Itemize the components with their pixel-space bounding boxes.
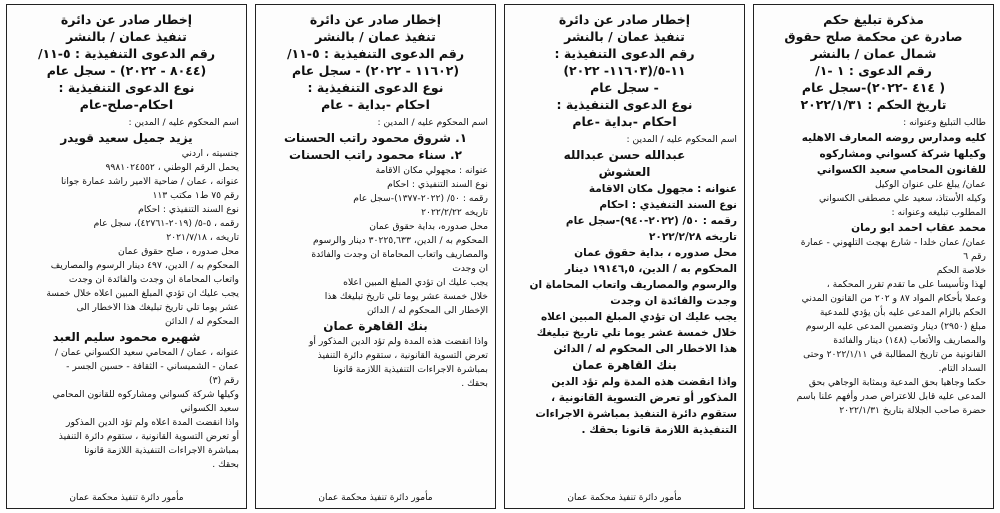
notice-header: [512, 11, 737, 130]
body-line: رقمه ، ٥-٥/ (٢٠١٩-٤٢٧٦١)، سجل عام: [93, 218, 239, 229]
body-line: عنوانه ، عمان / المحامي سعيد الكسواني عمان /: [54, 347, 239, 358]
body-line: بنك القاهرة عمان: [572, 358, 677, 372]
body-line: حضرة صاحب الجلالة بتاريخ ٢٠٢٢/١/٣١: [839, 405, 986, 416]
body-line: المحكوم به / الدين، ٤٩٧ دينار الرسوم والمصاريف: [50, 260, 239, 271]
body-line: المحكوم له / الدائن: [165, 316, 239, 327]
body-line: عمان/ يبلغ على عنوان الوكيل: [874, 179, 986, 190]
header-line: رقم الدعوى : ١ -١/: [815, 63, 932, 78]
body-line: رقمه : ٥٠/ (٢٠٢٢-١٣٧٧)-سجل عام: [353, 193, 488, 204]
header-line: احكام -بداية - عام: [321, 97, 430, 112]
body-line: عنوانه ، عمان / ضاحية الامير راشد عمارة جوانا: [60, 176, 239, 187]
body-line: محمد عقاب احمد ابو رمان: [851, 222, 986, 234]
notice-header: [263, 11, 488, 113]
body-line: حكما وجاهيا بحق المدعية وبمثابة الوجاهي بحق: [808, 377, 986, 388]
header-line: ( ٤١٤ -٢٠٢٢)-سجل عام: [801, 80, 946, 95]
body-line: محل صدوره، بداية حقوق عمان: [369, 221, 488, 232]
body-line: يجب عليك ان تؤدي المبلغ المبين اعلاه: [343, 277, 488, 288]
body-line: رقم (٣): [209, 375, 239, 386]
header-line: إخطار صادر عن دائرة: [558, 12, 691, 27]
body-line: المطلوب تبليغه وعنوانه :: [891, 207, 986, 218]
notice-column-2: [504, 4, 745, 509]
body-line: عمان/ عمان خلدا - شارع بهجت التلهوني - عمارة: [800, 237, 986, 248]
body-line: اسم المحكوم عليه / المدين :: [626, 134, 737, 145]
body-line: كليه ومدارس روضه المعارف الاهليه: [801, 132, 986, 144]
body-line: ستقوم دائرة التنفيذ بمباشرة الاجراءات: [535, 408, 737, 420]
body-line: والمصاريف والأتعاب (١٤٨) دينار والفائدة: [833, 335, 986, 346]
body-line: رقمه : ٥٠/ (٢٠٢٢-٩٤٠)-سجل عام: [565, 215, 737, 227]
body-line: نوع السند التنفيذي : احكام: [599, 199, 737, 211]
body-line: نوع السند التنفيذي : احكام: [387, 179, 488, 190]
body-line: واذا انقضت المدة اعلاه ولم تؤد الدين المذكور: [66, 417, 239, 428]
header-line: تاريخ الحكم : ٢٠٢٢/١/٣١: [800, 97, 947, 112]
notice-column-1: [753, 4, 994, 509]
body-line: القانونية من تاريخ المطالبة في ٢٠٢٢/١/١١ وحتى: [803, 349, 986, 360]
body-line: بحقك .: [461, 378, 488, 389]
body-line: هذا الاخطار الى المحكوم له / الدائن: [553, 343, 737, 355]
body-line: وجدت والفائدة ان وجدت: [610, 295, 737, 307]
body-line: السداد التام.: [938, 363, 986, 374]
notice-body: [512, 133, 737, 438]
body-line: طالب التبليغ وعنوانه :: [903, 117, 986, 128]
body-line: بنك القاهرة عمان: [323, 319, 428, 333]
body-line: مبلغ (٢٩٥٠) دينار وتضمين المدعى عليه الرسوم: [805, 321, 986, 332]
body-line: وكيلها شركة كسواني ومشاركوه للقانون المحامي: [52, 389, 239, 400]
notice-header: [14, 11, 239, 113]
body-line: واذا انقضت هذه المدة ولم تؤد الدين: [551, 376, 737, 388]
body-line: تعرض التسوية القانونية ، ستقوم دائرة التنفيذ: [317, 350, 488, 361]
body-line: بحقك .: [212, 459, 239, 470]
body-line: المحكوم به / الدين، ١٩١٤٦,٥ دينار: [564, 263, 737, 275]
header-line: تنفيذ عمان / بالنشر: [66, 29, 187, 44]
body-line: ٢. سناء محمود راتب الحسنات: [289, 148, 462, 162]
notice-footer: مأمور دائرة تنفيذ محكمة عمان: [567, 493, 682, 503]
body-line: وعملا بأحكام المواد ٨٧ و ٢٠٢ من القانون المدني: [801, 293, 986, 304]
body-line: عنوانه : مجهول مكان الاقامة: [588, 183, 737, 195]
body-line: التنفيذية اللازمة قانونا بحقك .: [581, 424, 737, 436]
header-line: رقم الدعوى التنفيذية : ٥-١١/: [286, 46, 465, 61]
body-line: محل صدوره ، بداية حقوق عمان: [574, 247, 737, 259]
header-line: إخطار صادر عن دائرة: [309, 12, 442, 27]
body-line: سعيد الكسواني: [180, 403, 239, 414]
header-line: احكام-صلح-عام: [79, 97, 174, 112]
header-line: نوع الدعوى التنفيذية :: [307, 80, 444, 95]
body-line: خلاصة الحكم: [936, 265, 986, 276]
body-line: ١. شروق محمود راتب الحسنات: [283, 131, 468, 145]
body-line: يجب عليك ان تؤدي المبلغ المبين اعلاه خلال خمسة: [46, 288, 239, 299]
notice-footer: مأمور دائرة تنفيذ محكمة عمان: [318, 493, 433, 503]
body-line: محل صدوره ، صلح حقوق عمان: [117, 246, 239, 257]
body-line: اسم المحكوم عليه / المدين :: [128, 117, 239, 128]
body-line: للقانون المحامي سعيد الكسواني: [816, 164, 986, 176]
body-line: جنسيته ، اردني: [181, 148, 239, 159]
body-line: نوع السند التنفيذي : احكام: [138, 204, 239, 215]
body-line: يزيد جميل سعيد قويدر: [60, 131, 193, 145]
body-line: شهيره محمود سليم العبد: [52, 330, 201, 344]
header-line: - سجل عام: [590, 80, 659, 95]
notice-column-4: [6, 4, 247, 509]
header-line: رقم الدعوى التنفيذية : ٥-١١/: [37, 46, 216, 61]
header-line: رقم الدعوى التنفيذية :: [554, 46, 695, 61]
notice-footer: مأمور دائرة تنفيذ محكمة عمان: [69, 493, 184, 503]
body-line: خلال خمسة عشر يوما تلي تاريخ تبليغك: [536, 327, 737, 339]
header-line: نوع الدعوى التنفيذية :: [58, 80, 195, 95]
header-line: صادرة عن محكمة صلح حقوق: [784, 29, 963, 44]
body-line: واذا انقضت هذه المدة ولم تؤد الدين المذكور أو: [308, 336, 488, 347]
body-line: ان وجدت: [452, 263, 488, 274]
body-line: عمان - الشميساني - الثقافة - حسين الجسر -: [66, 361, 239, 372]
body-line: وكيلها شركة كسواني ومشاركوه: [819, 148, 986, 160]
header-line: نوع الدعوى التنفيذية :: [556, 97, 693, 112]
notice-header: [761, 11, 986, 113]
body-line: رقم ٧٥ ط١ مكتب ١١٣: [152, 190, 239, 201]
body-line: يجب عليك ان تؤدي المبلغ المبين اعلاه: [540, 311, 737, 323]
body-line: المدعى عليه قابل للاعتراض صدر وأفهم علنا باسم: [796, 391, 986, 402]
body-line: لهذا وتأسيسا على ما تقدم تقرر المحكمة ،: [826, 279, 986, 290]
body-line: رقم ٦: [963, 251, 986, 262]
notice-body: [14, 116, 239, 472]
body-line: اسم المحكوم عليه / المدين :: [377, 117, 488, 128]
body-line: عنوانه : مجهولي مكان الاقامة: [375, 165, 488, 176]
body-line: الحكم بالزام المدعى عليه بأن يؤدي للمدعية: [819, 307, 986, 318]
body-line: تاريخه ٢٠٢٢/٢/٢٢: [421, 207, 488, 218]
body-line: تاريخه ٢٠٢٢/٢/٢٨: [649, 231, 737, 243]
header-line: (٨٠٤٤ - ٢٠٢٢) - سجل عام: [46, 63, 207, 78]
notice-column-3: [255, 4, 496, 509]
body-line: بمباشرة الاجراءات التنفيذية اللازمة قانونا: [84, 445, 239, 456]
body-line: عشر يوما تلي تاريخ تبليغك هذا الاخطار الى: [76, 302, 239, 313]
body-line: العشوش: [598, 165, 651, 179]
body-line: الإخطار الى المحكوم له / الدائن: [366, 305, 488, 316]
body-line: المذكور أو تعرض التسوية القانونية ،: [551, 392, 737, 404]
body-line: وكيله الأستاذ، سعيد علي مصطفى الكسواني: [818, 193, 986, 204]
body-line: المحكوم به / الدين، ٣٠٢٢٥,٦٣٣ دينار والرسوم: [313, 235, 488, 246]
body-line: بمباشرة الاجراءات التنفيذية اللازمة قانونا: [333, 364, 488, 375]
header-line: مذكرة تبليغ حكم: [823, 12, 924, 27]
body-line: واتعاب المحاماة ان وجدت والفائدة ان وجدت: [68, 274, 239, 285]
notice-body: [263, 116, 488, 391]
body-line: والمصاريف واتعاب المحاماة ان وجدت والفائدة: [311, 249, 488, 260]
body-line: تاريخه ، ٢٠٢١/٧/١٨: [166, 232, 239, 243]
body-line: والرسوم والمصاريف واتعاب المحاماة ان: [529, 279, 737, 291]
body-line: عبدالله حسن عبدالله: [563, 148, 686, 162]
body-line: أو تعرض التسوية القانونية ، ستقوم دائرة التنفيذ: [58, 431, 239, 442]
header-line: تنفيذ عمان / بالنشر: [564, 29, 685, 44]
header-line: ١١-٥/(١١٦٠٣- ٢٠٢٢): [563, 63, 686, 78]
notice-body: [761, 116, 986, 418]
header-line: احكام -بداية -عام: [572, 114, 677, 129]
header-line: شمال عمان / بالنشر: [810, 46, 937, 61]
body-line: يحمل الرقم الوطني ، ٩٩٨١٠٢٤٥٥٢: [105, 162, 239, 173]
header-line: تنفيذ عمان / بالنشر: [315, 29, 436, 44]
header-line: إخطار صادر عن دائرة: [60, 12, 193, 27]
header-line: (١١٦٠٢ - ٢٠٢٢) - سجل عام: [291, 63, 460, 78]
body-line: خلال خمسة عشر يوما تلي تاريخ تبليغك هذا: [324, 291, 488, 302]
